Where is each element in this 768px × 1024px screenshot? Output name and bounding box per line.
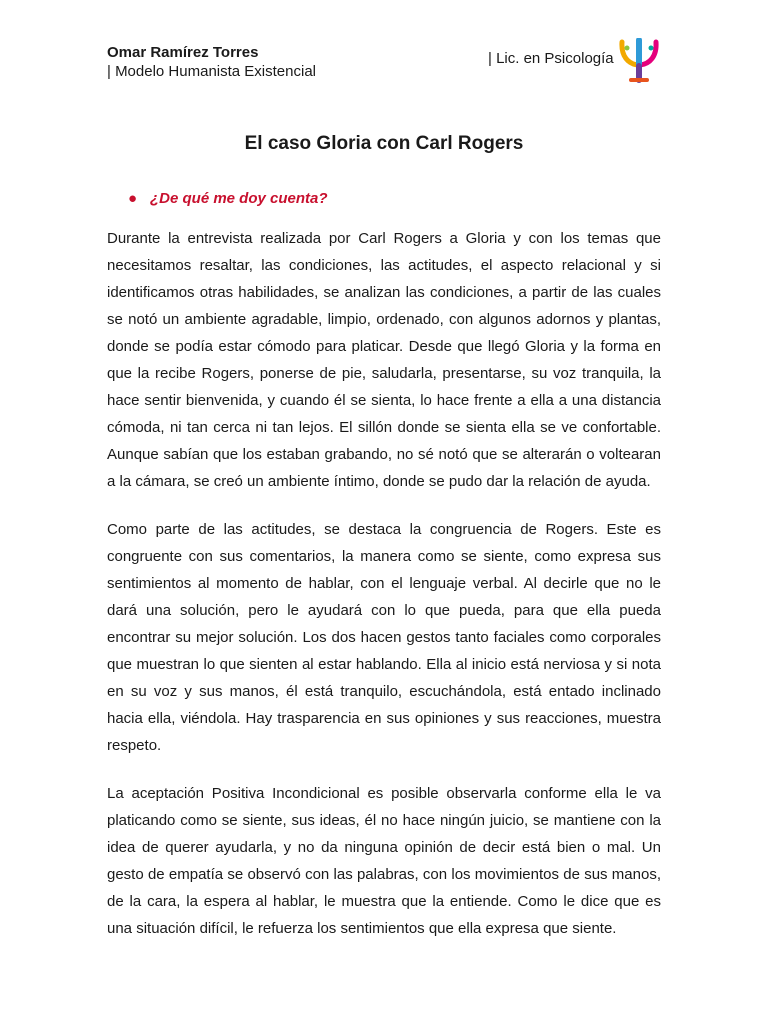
- paragraph: Como parte de las actitudes, se destaca la congruencia de Rogers. Este es congruente con sus comentarios, la manera como se siente, como expresa sus sentimientos al momento de hablar, con el lenguaje verbal. Al decirle que no le dará una solución, pero le ayudará con lo que pueda, para que ella pueda encontrar su mejor solución. Los dos hacen gestos tanto faciales como corporales que muestran lo que sienten al estar hablando. Ella al inicio está nerviosa y si nota en su voz y sus manos, él está tranquilo, escuchándola, está entado inclinado hacia ella, viéndola. Hay trasparencia en sus opiniones y sus reacciones, muestra respeto.: [107, 521, 661, 754]
- paragraph: Durante la entrevista realizada por Carl Rogers a Gloria y con los temas que necesitamos resaltar, las condiciones, las actitudes, el aspecto relacional y si identificamos otras habilidades, se analizan las condiciones, a partir de las cuales se notó un ambiente agradable, limpio, ordenado, con algunos adornos y plantas, donde se podía estar cómodo para platicar. Desde que llegó Gloria y la forma en que la recibe Rogers, ponerse de pie, saludarla, presentarse, su voz tranquila, la hace sentir bienvenida, y cuando él se sienta, lo hace frente a ella a una distancia cómoda, ni tan cerca ni tan lejos. El sillón donde se sienta ella se ve confortable. Aunque sabían que los estaban grabando, no sé notó que se alterarán o voltearan a la cámara, se creó un ambiente íntimo, donde se pudo dar la relación de ayuda.: [107, 230, 661, 490]
- document-title: El caso Gloria con Carl Rogers: [244, 133, 524, 154]
- author-name: Omar Ramírez Torres: [107, 44, 259, 61]
- psi-logo-icon: [618, 38, 660, 84]
- page-header: [107, 44, 667, 86]
- header-subtitle: | Modelo Humanista Existencial: [107, 63, 316, 80]
- bullet-icon: ●: [128, 190, 138, 207]
- document-body: [107, 225, 661, 963]
- header-degree: | Lic. en Psicología: [488, 50, 614, 67]
- question-text: ¿De qué me doy cuenta?: [150, 190, 328, 207]
- paragraph: La aceptación Positiva Incondicional es posible observarla conforme ella le va platicando como se siente, sus ideas, él no hace ningún juicio, se mantiene con la idea de querer ayudarla, y no da ninguna opinión de decir está bien o mal. Un gesto de empatía se observó con las palabras, con los movimientos de sus manos, de la cara, la espera al hablar, le muestra que la entiende. Como le dice que es una situación difícil, le refuerza los sentimientos que ella expresa que siente.: [107, 785, 661, 937]
